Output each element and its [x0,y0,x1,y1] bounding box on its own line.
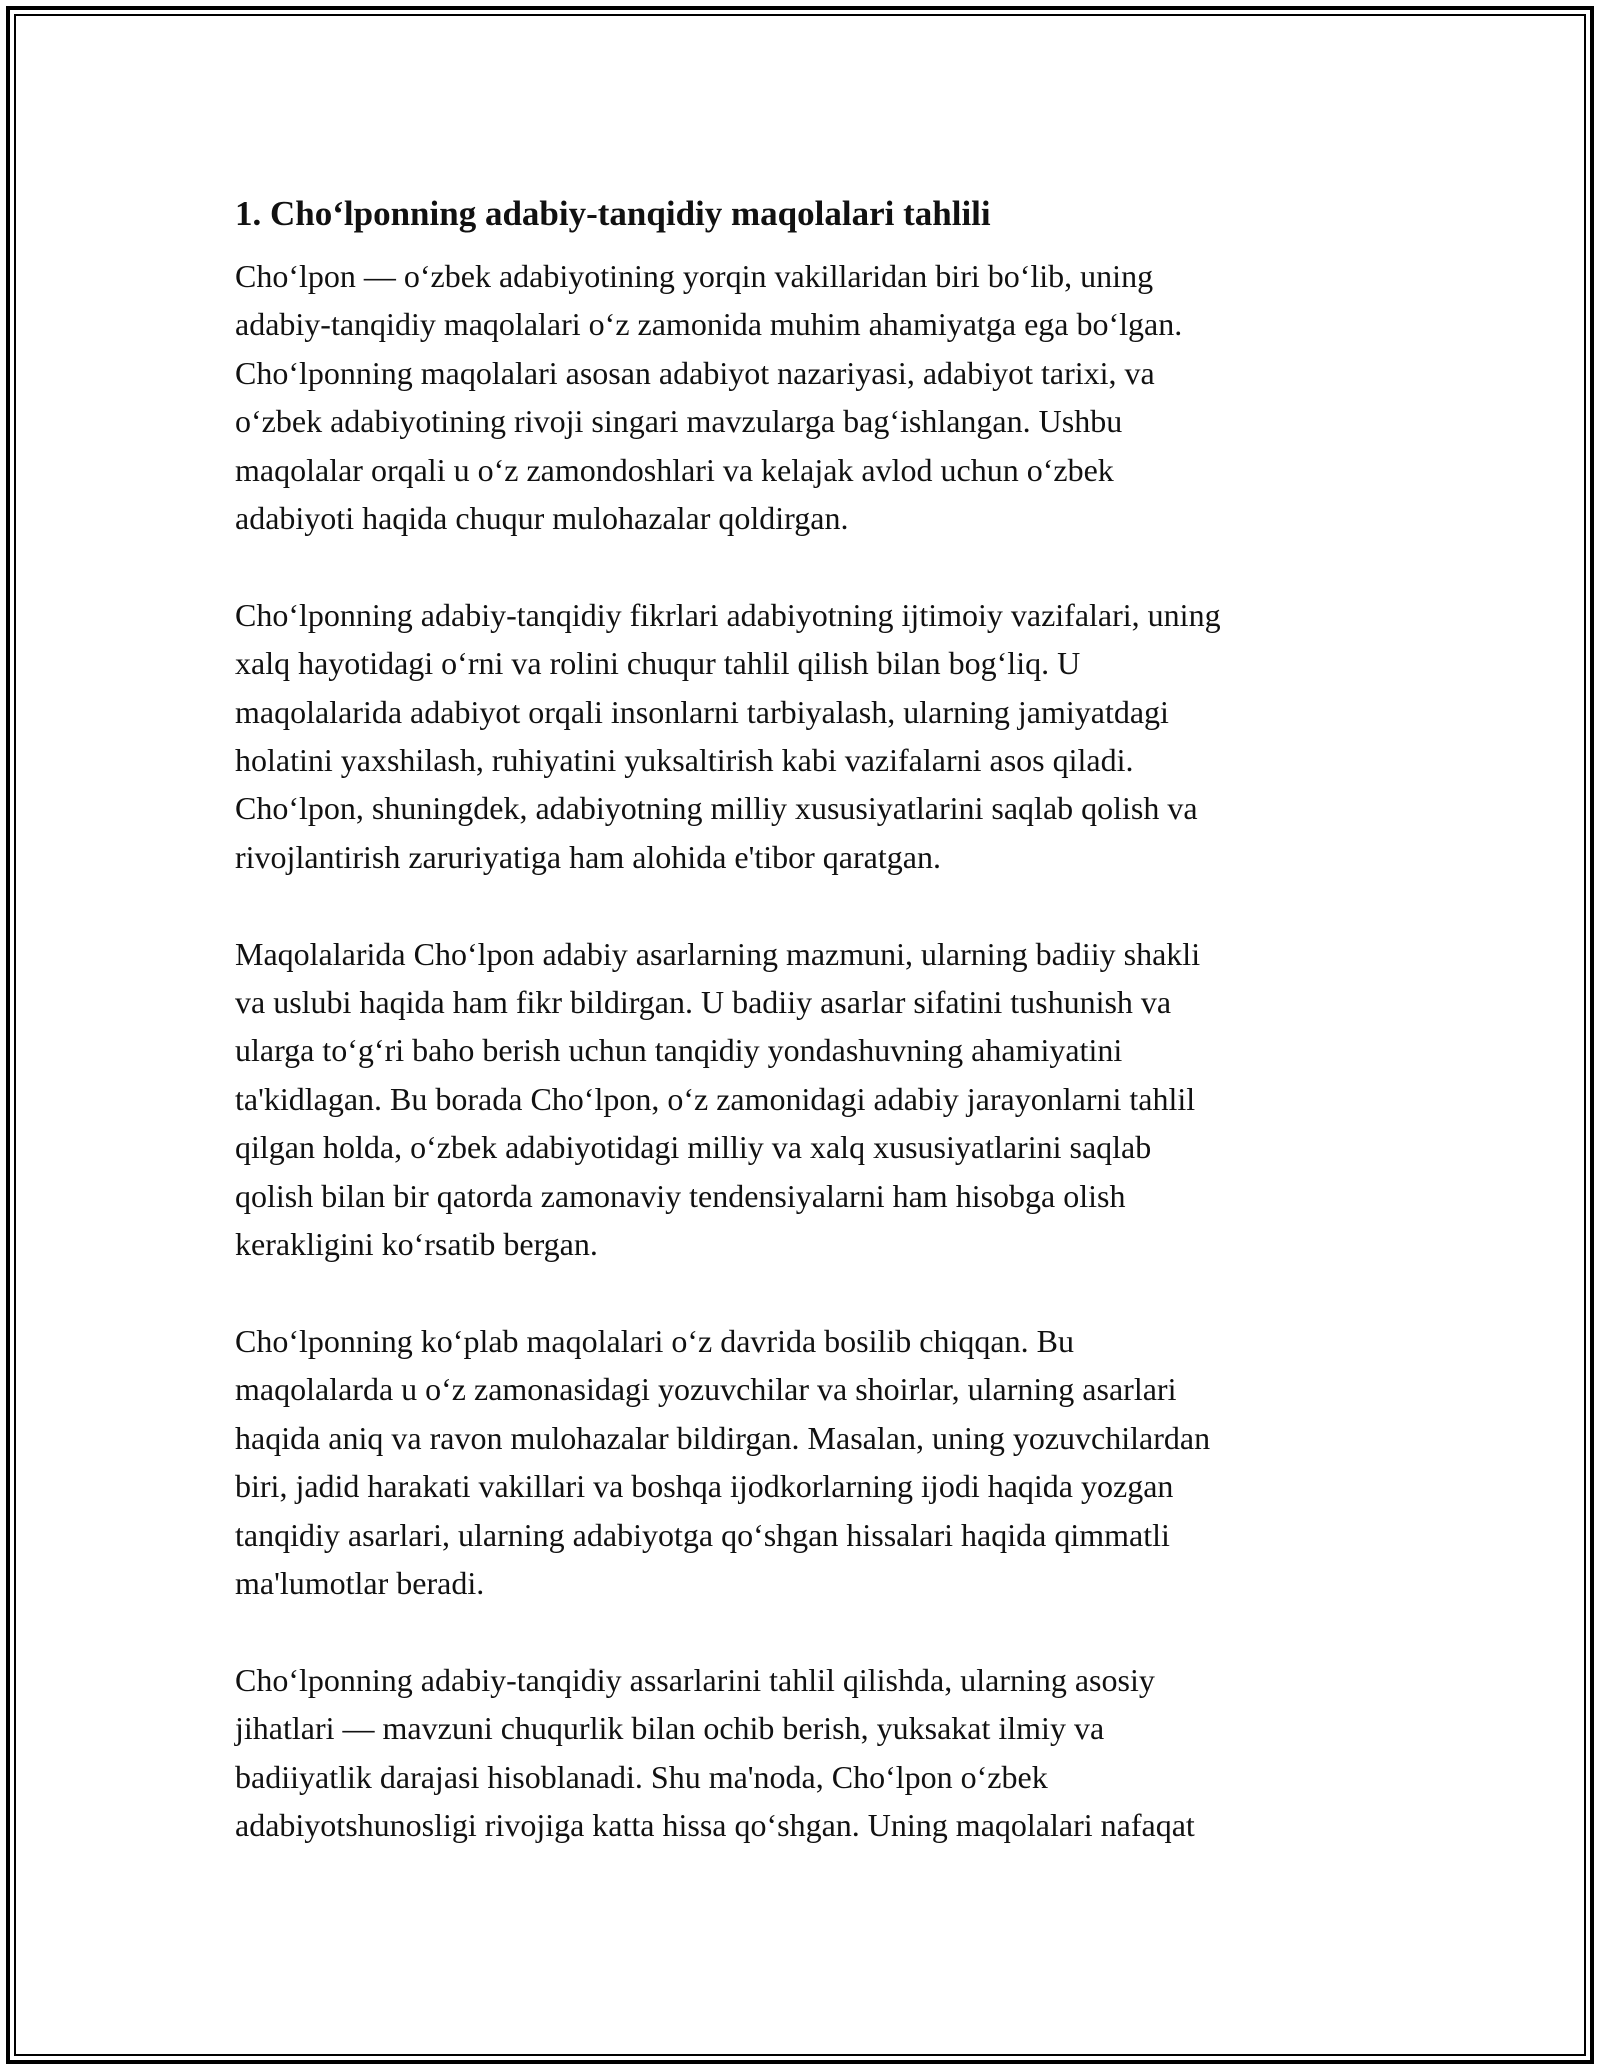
paragraph-5 [235,1656,1385,1850]
text-line: qolish bilan bir qatorda zamonaviy tendensiyalarni ham hisobga olish [235,1177,1126,1214]
document-page [235,186,1385,1898]
text-line: maqolalar orqali u o‘z zamondoshlari va kelajak avlod uchun o‘zbek [235,451,1114,488]
text-line: ma'lumotlar beradi. [235,1564,485,1601]
text-line: ta'kidlagan. Bu borada Cho‘lpon, o‘z zamonidagi adabiy jarayonlarni tahlil [235,1080,1196,1117]
text-line: o‘zbek adabiyotining rivoji singari mavzularga bag‘ishlangan. Ushbu [235,403,1123,440]
text-line: Cho‘lponning adabiy-tanqidiy fikrlari adabiyotning ijtimoiy vazifalari, uning [235,596,1221,633]
paragraph-1 [235,252,1385,542]
text-line: jihatlari — mavzuni chuqurlik bilan ochib berish, yuksakat ilmiy va [235,1710,1105,1747]
paragraph-2 [235,591,1385,881]
text-line: holatini yaxshilash, ruhiyatini yuksaltirish kabi vazifalarni asos qiladi. [235,742,1134,779]
text-line: qilgan holda, o‘zbek adabiyotidagi milliy va xalq xususiyatlarini saqlab [235,1129,1152,1166]
text-line: adabiyotshunosligi rivojiga katta hissa qo‘shgan. Uning maqolalari nafaqat [235,1806,1195,1843]
text-line: Cho‘lponning ko‘plab maqolalari o‘z davrida bosilib chiqqan. Bu [235,1322,1074,1359]
text-line: adabiyoti haqida chuqur mulohazalar qoldirgan. [235,500,849,537]
text-line: Cho‘lponning maqolalari asosan adabiyot nazariyasi, adabiyot tarixi, va [235,354,1155,391]
text-line: maqolalarda u o‘z zamonasidagi yozuvchilar va shoirlar, ularning asarlari [235,1371,1177,1408]
document-title: 1. Cho‘lponning adabiy-tanqidiy maqolalari tahlili [235,194,991,233]
text-line: badiiyatlik darajasi hisoblanadi. Shu ma'noda, Cho‘lpon o‘zbek [235,1758,1048,1795]
text-line: haqida aniq va ravon mulohazalar bildirgan. Masalan, uning yozuvchilardan [235,1419,1211,1456]
text-line: Maqolalarida Cho‘lpon adabiy asarlarning mazmuni, ularning badiiy shakli [235,935,1201,972]
text-line: xalq hayotidagi o‘rni va rolini chuqur tahlil qilish bilan bog‘liq. U [235,645,1081,682]
text-line: Cho‘lponning adabiy-tanqidiy assarlarini tahlil qilishda, ularning asosiy [235,1661,1155,1698]
paragraph-4 [235,1317,1385,1607]
paragraph-3 [235,930,1385,1269]
text-line: ularga to‘g‘ri baho berish uchun tanqidiy yondashuvning ahamiyatini [235,1032,1123,1069]
text-line: Cho‘lpon — o‘zbek adabiyotining yorqin vakillaridan biri bo‘lib, uning [235,258,1154,294]
text-line: adabiy-tanqidiy maqolalari o‘z zamonida muhim ahamiyatga ega bo‘lgan. [235,306,1183,343]
text-line: rivojlantirish zaruriyatiga ham alohida e'tibor qaratgan. [235,838,941,875]
text-line: Cho‘lpon, shuningdek, adabiyotning milliy xususiyatlarini saqlab qolish va [235,790,1198,827]
text-line: va uslubi haqida ham fikr bildirgan. U badiiy asarlar sifatini tushunish va [235,984,1172,1021]
text-line: kerakligini ko‘rsatib bergan. [235,1226,598,1263]
text-line: maqolalarida adabiyot orqali insonlarni tarbiyalash, ularning jamiyatdagi [235,693,1169,730]
text-line: biri, jadid harakati vakillari va boshqa ijodkorlarning ijodi haqida yozgan [235,1468,1174,1505]
text-line: tanqidiy asarlari, ularning adabiyotga qo‘shgan hissalari haqida qimmatli [235,1516,1170,1553]
